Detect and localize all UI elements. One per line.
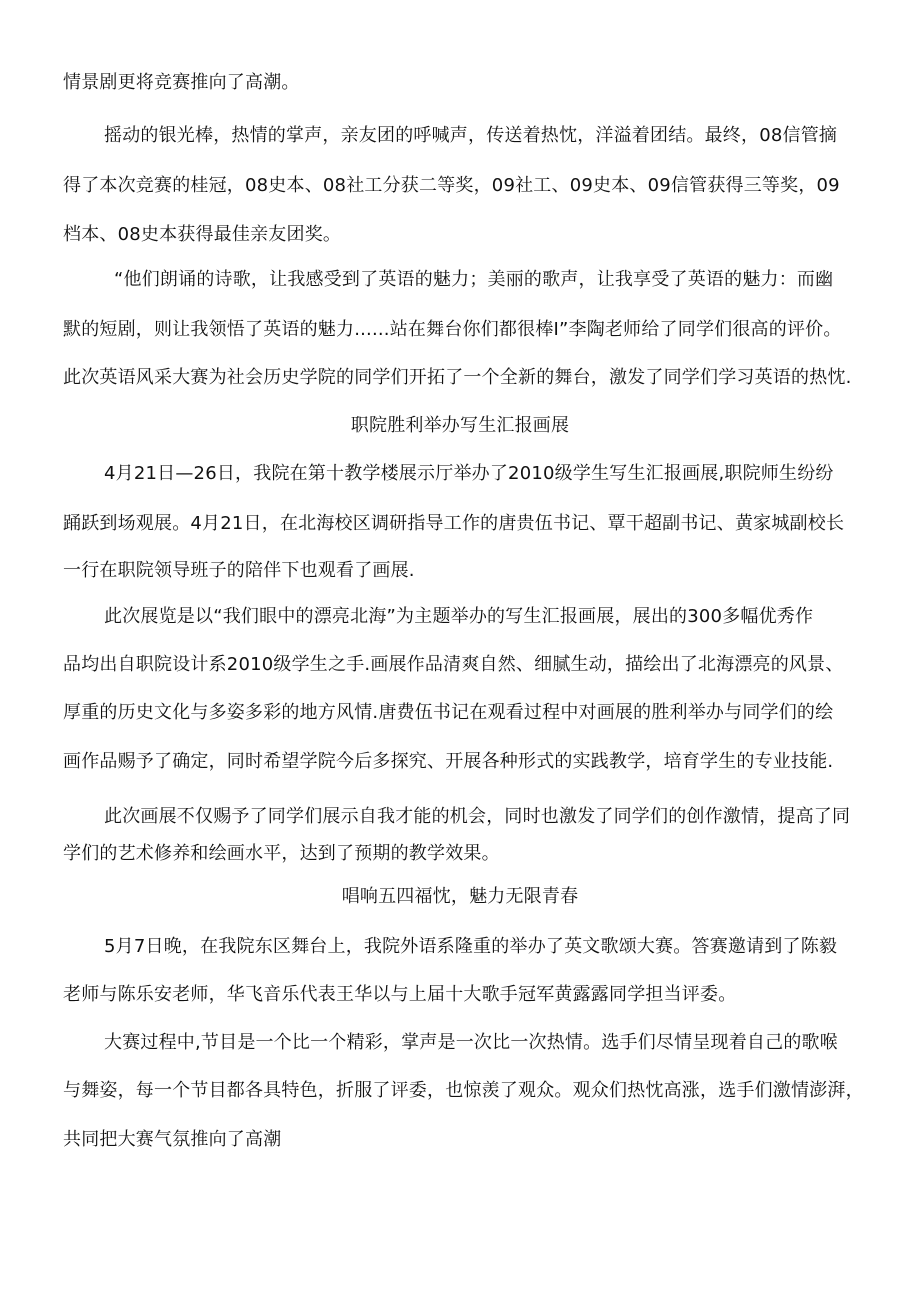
paragraph-line: “他们朗诵的诗歌，让我感受到了英语的魅力；美丽的歌声，让我享受了英语的魅力：而幽 bbox=[114, 269, 834, 290]
paragraph-line: 得了本次竞赛的桂冠，08史本、08社工分获二等奖，09社工、09史本、09信管获得三等奖，09 bbox=[63, 175, 840, 196]
paragraph-line: 默的短剧，则让我领悟了英语的魅力......站在舞台你们都很棒I”李陶老师给了同学们很高的评价。 bbox=[63, 319, 842, 340]
paragraph-line: 摇动的银光棒，热情的掌声，亲友团的呼喊声，传送着热忱，洋溢着团结。最终，08信管摘 bbox=[104, 125, 838, 146]
paragraph-line: 大赛过程中,节目是一个比一个精彩，掌声是一次比一次热情。选手们尽情呈现着自己的歌喉 bbox=[104, 1032, 838, 1053]
paragraph-line: 厚重的历史文化与多姿多彩的地方风情.唐费伍书记在观看过程中对画展的胜利举办与同学们的绘 bbox=[63, 702, 834, 723]
paragraph-line: 5月7日晚，在我院东区舞台上，我院外语系隆重的举办了英文歌颂大赛。答赛邀请到了陈毅 bbox=[104, 936, 838, 957]
paragraph-line: 踊跃到场观展。4月21日，在北海校区调研指导工作的唐贵伍书记、覃干超副书记、黄家城副校长 bbox=[63, 513, 845, 534]
paragraph-line: 共同把大赛气氛推向了高潮 bbox=[63, 1129, 282, 1150]
paragraph-line: 画作品赐予了确定，同时希望学院今后多探究、开展各种形式的实践教学，培育学生的专业技能. bbox=[63, 751, 834, 772]
paragraph-line: 一行在职院领导班子的陪伴下也观看了画展. bbox=[63, 560, 415, 581]
paragraph-line: 档本、08史本获得最佳亲友团奖。 bbox=[63, 224, 342, 245]
paragraph-line: 此次英语风采大赛为社会历史学院的同学们开拓了一个全新的舞台，激发了同学们学习英语的热忱. bbox=[63, 367, 852, 388]
paragraph-line: 情景剧更将竞赛推向了高潮。 bbox=[63, 72, 300, 93]
paragraph-line: 此次画展不仅赐予了同学们展示自我才能的机会，同时也激发了同学们的创作激情，提高了同 bbox=[104, 806, 851, 827]
section-title: 职院胜利举办写生汇报画展 bbox=[350, 415, 570, 436]
paragraph-line: 品均出自职院设计系2010级学生之手.画展作品清爽自然、细腻生动，描绘出了北海漂亮的风景、 bbox=[63, 654, 844, 675]
paragraph-line: 4月21日—26日，我院在第十教学楼展示厅举办了2010级学生写生汇报画展,职院师生纷纷 bbox=[104, 463, 834, 484]
section-title: 唱响五四福忱，魅力无限青春 bbox=[341, 886, 579, 907]
paragraph-line: 与舞姿，每一个节目都各具特色，折服了评委，也惊羡了观众。观众们热忱高涨，选手们激情澎湃， bbox=[63, 1080, 864, 1101]
paragraph-line: 此次展览是以“我们眼中的漂亮北海”为主题举办的写生汇报画展，展出的300多幅优秀作 bbox=[104, 606, 814, 627]
paragraph-line: 学们的艺术修养和绘画水平，达到了预期的教学效果。 bbox=[63, 843, 500, 864]
paragraph-line: 老师与陈乐安老师，华飞音乐代表王华以与上届十大歌手冠军黄露露同学担当评委。 bbox=[63, 984, 737, 1005]
